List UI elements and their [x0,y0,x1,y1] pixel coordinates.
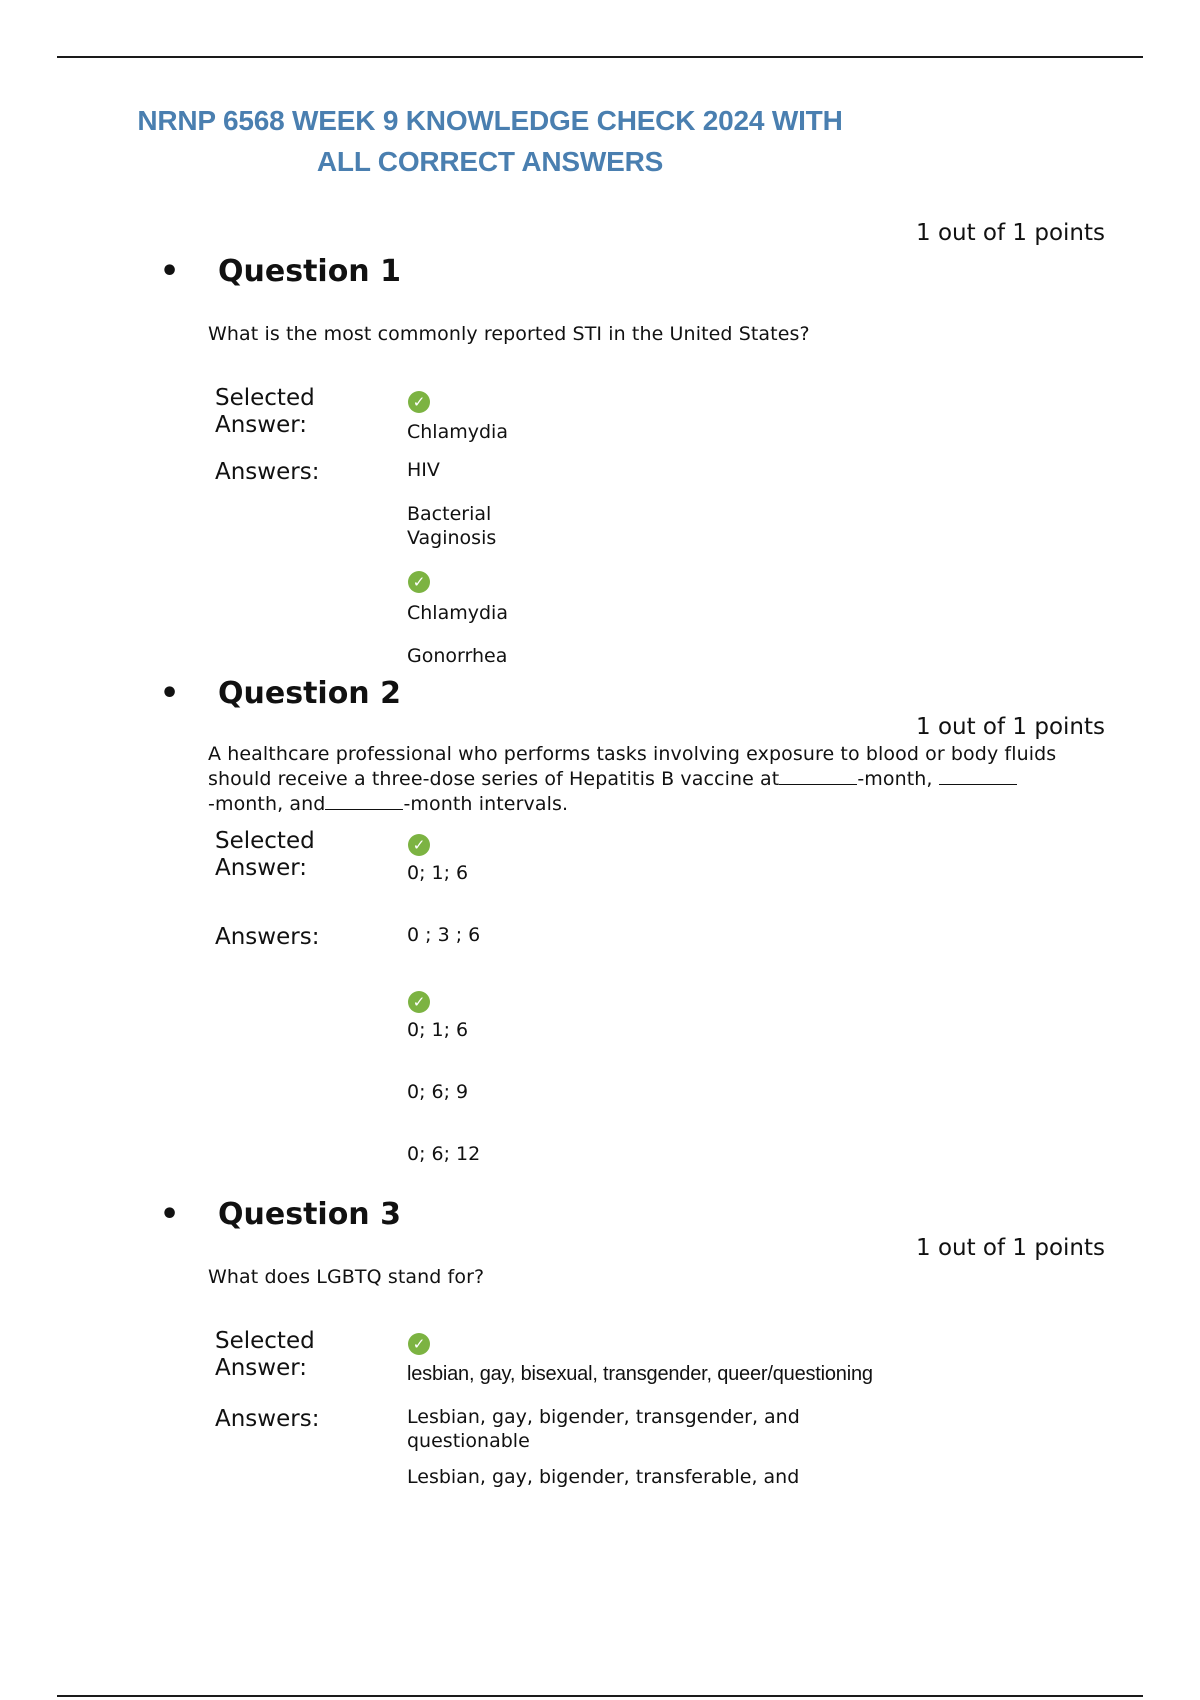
question-3-points: 1 out of 1 points [916,1235,1105,1261]
question-3-selected-answer: lesbian, gay, bisexual, transgender, queer/questioning [407,1363,873,1385]
bullet: • [160,1197,180,1232]
question-2-answer-1: 0 ; 3 ; 6 [407,924,481,946]
question-1-answer-4: Gonorrhea [407,645,508,667]
check-circle-icon: ✓ [408,834,430,856]
title-line-2: ALL CORRECT ANSWERS [316,146,664,177]
selected-answer-label: Selected Answer: [215,385,315,438]
question-1-answer-3: Chlamydia [407,602,508,624]
check-circle-icon: ✓ [408,991,430,1013]
question-3-title [160,1197,401,1232]
question-2-answer-4: 0; 6; 12 [407,1143,481,1165]
question-1-text: What is the most commonly reported STI in the United States? [208,323,810,345]
selected-answer-label: Selected Answer: [215,828,315,881]
question-1-points: 1 out of 1 points [916,220,1105,246]
top-rule [57,56,1143,58]
bottom-rule [57,1695,1143,1697]
answers-label: Answers: [215,459,320,485]
question-2-selected-answer: 0; 1; 6 [407,862,469,884]
selected-answer-label: Selected Answer: [215,1328,315,1381]
question-2-points: 1 out of 1 points [916,714,1105,740]
answers-label: Answers: [215,924,320,950]
check-circle-icon: ✓ [408,391,430,413]
question-3-answer-2: Lesbian, gay, bigender, transferable, and [407,1466,800,1488]
document-title [90,100,890,182]
check-circle-icon: ✓ [408,571,430,593]
question-3-answer-1: Lesbian, gay, bigender, transgender, and questionable [407,1406,800,1452]
question-3-label: Question 3 [218,1197,401,1232]
question-2-title [160,676,401,711]
check-circle-icon: ✓ [408,1333,430,1355]
question-3-text: What does LGBTQ stand for? [208,1266,485,1288]
question-2-answer-3: 0; 6; 9 [407,1081,469,1103]
question-1-selected-answer: Chlamydia [407,421,508,443]
question-2-label: Question 2 [218,676,401,711]
bullet: • [160,676,180,711]
bullet: • [160,254,180,289]
question-1-label: Question 1 [218,254,401,289]
question-1-answer-1: HIV [407,459,440,481]
title-line-1: NRNP 6568 WEEK 9 KNOWLEDGE CHECK 2024 WITH [137,105,843,136]
question-2-text: A healthcare professional who performs tasks involving exposure to blood or body fluids should receive a three-dose series of Hepatitis B vaccine at -month, -month, and -month intervals. [208,743,1057,815]
answers-label: Answers: [215,1406,320,1432]
question-2-answer-2: 0; 1; 6 [407,1019,469,1041]
question-1-answer-2: Bacterial Vaginosis [407,503,497,549]
question-1-title [160,254,401,289]
